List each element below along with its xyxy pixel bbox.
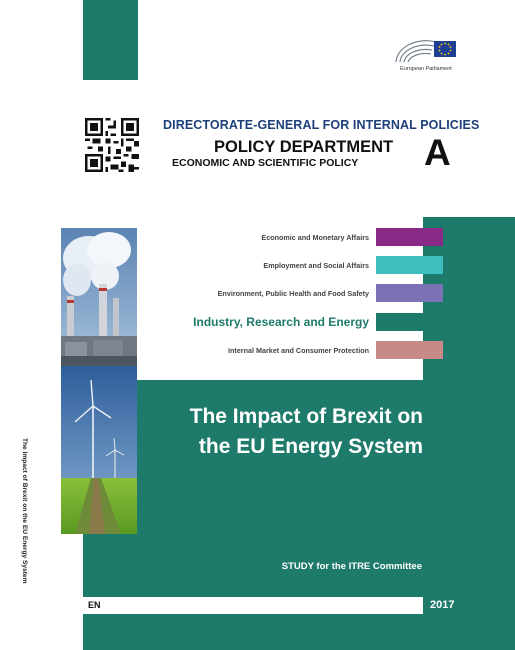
policy-color-swatch	[376, 341, 443, 359]
publication-year: 2017	[430, 599, 455, 611]
policy-color-swatch	[376, 256, 443, 274]
spine	[18, 438, 28, 618]
spine-title: The Impact of Brexit on the EU Energy System	[21, 438, 28, 584]
report-title-line-2: the EU Energy System	[198, 435, 423, 458]
report-title-line-1: The Impact of Brexit on	[189, 405, 423, 428]
left-green-panel	[83, 534, 137, 650]
policy-label: Environment, Public Health and Food Safety	[217, 289, 369, 298]
policy-department-title: POLICY DEPARTMENT	[214, 138, 394, 156]
policy-department-subtitle: ECONOMIC AND SCIENTIFIC POLICY	[172, 157, 359, 169]
language-code: EN	[88, 600, 101, 610]
policy-label: Employment and Social Affairs	[263, 261, 369, 270]
qr-code	[85, 118, 139, 172]
policy-department-letter: A	[424, 132, 451, 173]
policy-color-swatch	[376, 284, 443, 302]
policy-color-swatch	[376, 228, 443, 246]
policy-label-active: Industry, Research and Energy	[193, 315, 369, 329]
report-title	[137, 402, 423, 462]
industry-chimneys-photo	[61, 228, 137, 366]
directorate-title: DIRECTORATE-GENERAL FOR INTERNAL POLICIES	[163, 118, 480, 132]
wind-turbines-photo	[61, 366, 137, 534]
language-bar	[83, 597, 423, 614]
top-green-block	[83, 0, 138, 80]
policy-label: Internal Market and Consumer Protection	[228, 346, 369, 355]
policy-label: Economic and Monetary Affairs	[261, 233, 369, 242]
policy-color-swatch-active	[376, 313, 443, 331]
logo-caption: European Parliament	[400, 66, 452, 72]
study-label: STUDY for the ITRE Committee	[281, 561, 422, 572]
